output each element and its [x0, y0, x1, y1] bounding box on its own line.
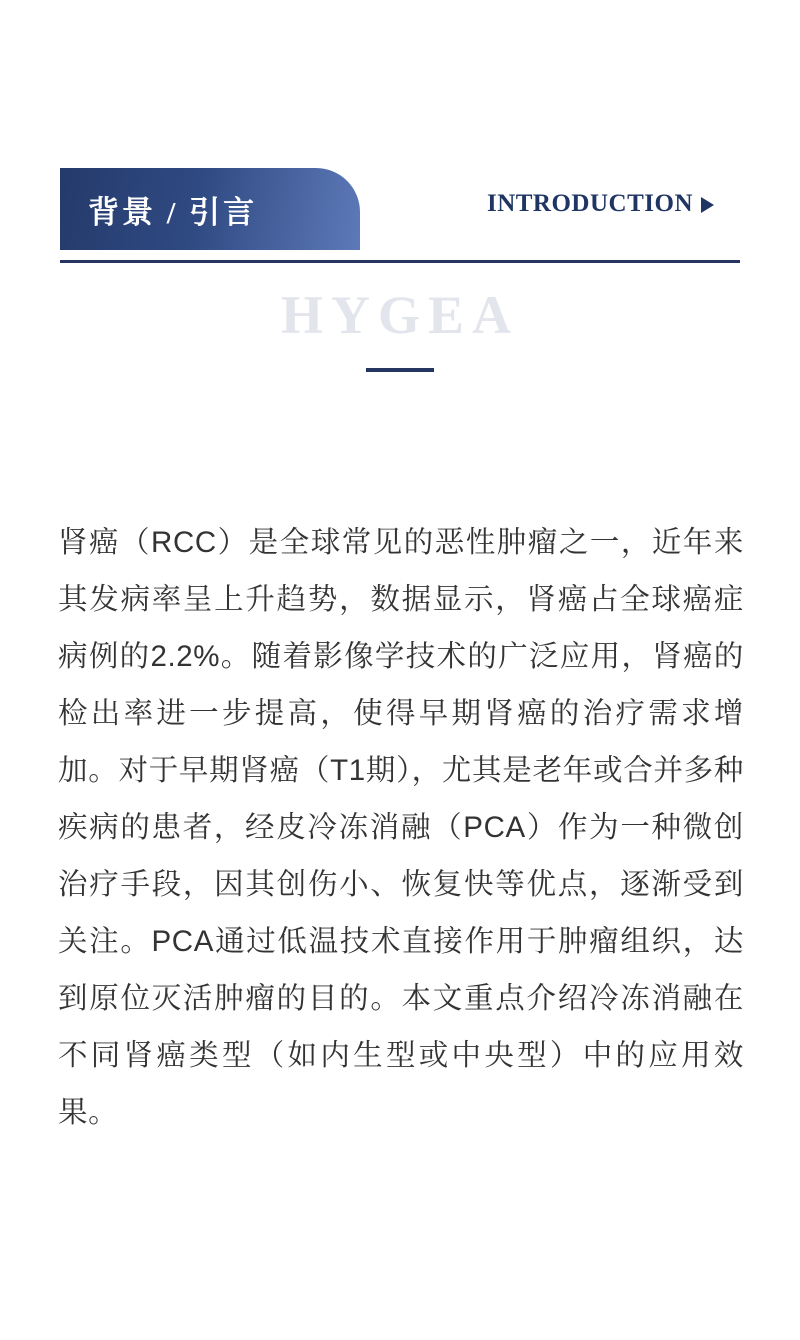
brand-underline	[366, 368, 434, 372]
triangle-right-icon	[701, 197, 714, 213]
introduction-paragraph: 肾癌（RCC）是全球常见的恶性肿瘤之一，近年来其发病率呈上升趋势，数据显示，肾癌占全球癌症病例的2.2%。随着影像学技术的广泛应用，肾癌的检出率进一步提高，使得早期肾癌的治疗需求增加。对于早期肾癌（T1期），尤其是老年或合并多种疾病的患者，经皮冷冻消融（PCA）作为一种微创治疗手段，因其创伤小、恢复快等优点，逐渐受到关注。PCA通过低温技术直接作用于肿瘤组织，达到原位灭活肿瘤的目的。本文重点介绍冷冻消融在不同肾癌类型（如内生型或中央型）中的应用效果。	[58, 525, 744, 1129]
section-title-english-group	[487, 190, 714, 218]
section-header	[60, 168, 740, 264]
section-title-tab	[60, 168, 360, 250]
section-title-label: 背景 / 引言	[88, 194, 258, 230]
section-title-english-label: INTRODUCTION	[486, 190, 693, 217]
brand-name: HYGEA	[280, 285, 520, 345]
brand-watermark	[0, 285, 800, 372]
header-divider	[60, 260, 740, 263]
